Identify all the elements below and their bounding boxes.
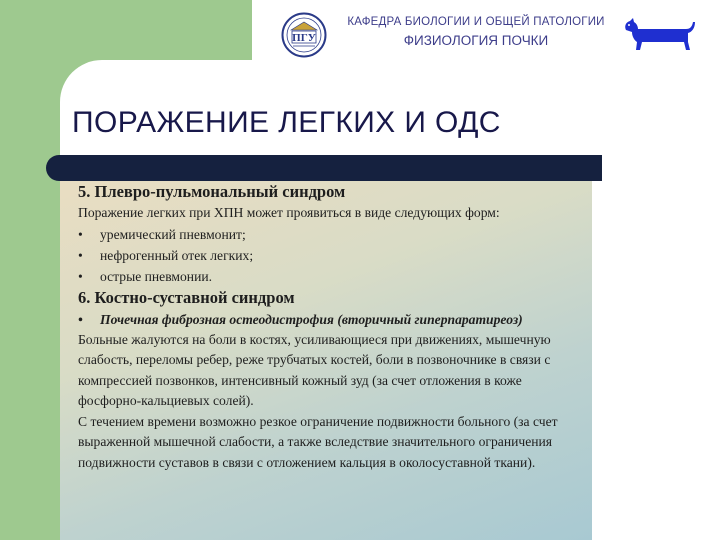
slide-title: ПОРАЖЕНИЕ ЛЕГКИХ И ОДС	[72, 106, 501, 139]
university-emblem-icon	[281, 12, 327, 58]
section5-heading: 5. Плевро-пульмональный синдром	[78, 182, 346, 201]
list-item: • нефрогенный отек легких;	[78, 245, 582, 266]
section6-list	[78, 309, 582, 330]
logo-text: ПГУ	[292, 32, 316, 44]
dachshund-icon	[620, 12, 698, 56]
department-name: КАФЕДРА БИОЛОГИИ И ОБЩЕЙ ПАТОЛОГИИ	[347, 16, 605, 28]
course-subtitle: ФИЗИОЛОГИЯ ПОЧКИ	[403, 33, 549, 48]
list-item: • Почечная фиброзная остеодистрофия (вторичный гиперпаратиреоз)	[78, 309, 582, 330]
list-item: • острые пневмонии.	[78, 266, 582, 287]
paragraph-symptoms: Больные жалуются на боли в костях, усиливающиеся при движениях, мышечную слабость, переломы ребер, реже трубчатых костей, боли в позвоночнике в связи с компрессией позвонков, интенсивный кожный зуд (за счет отложения в коже фосфорно-кальциевых солей).	[78, 331, 551, 408]
list-item: • уремический пневмонит;	[78, 224, 582, 245]
content-panel	[60, 181, 592, 540]
section5-intro: Поражение легких при ХПН может проявиться в виде следующих форм:	[78, 205, 500, 220]
paragraph-mobility: С течением времени возможно резкое ограничение подвижности больного (за счет выраженной мышечной слабости, а также вследствие значительного ограничения подвижности суставов в связи с отложением кальция в околосуставной ткани).	[78, 413, 558, 470]
title-divider-bar	[46, 155, 602, 181]
section5-list	[78, 224, 582, 287]
section6-heading: 6. Костно-суставной синдром	[78, 287, 295, 307]
content-text	[78, 181, 582, 473]
